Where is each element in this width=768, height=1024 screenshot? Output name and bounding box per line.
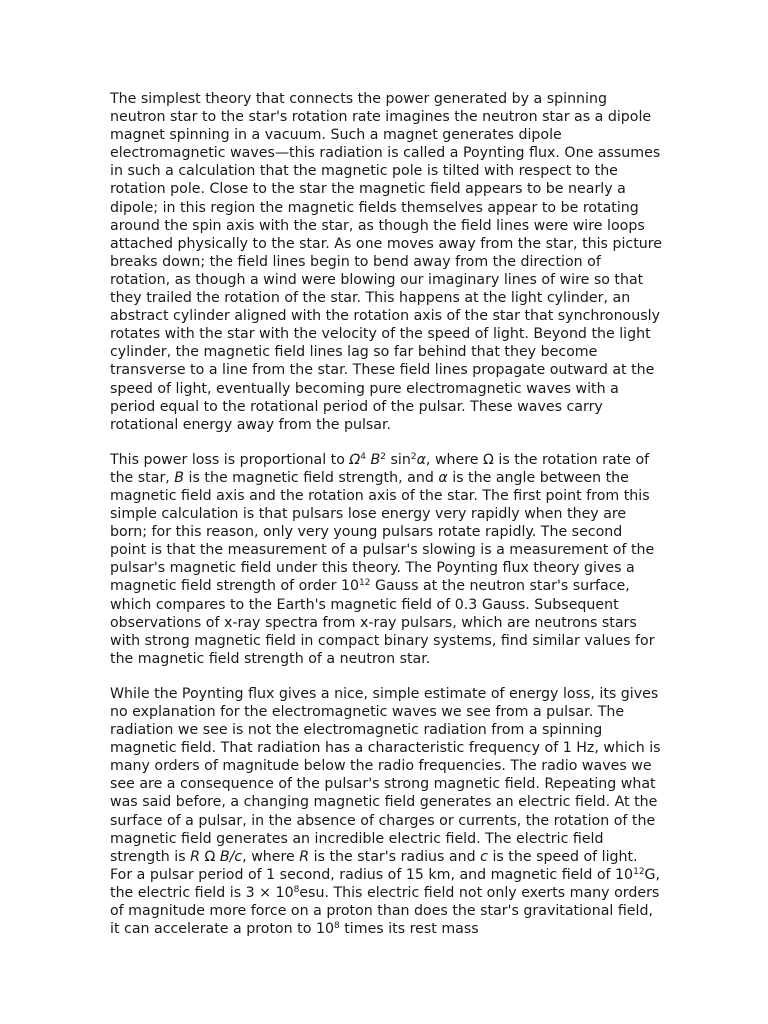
text-run: G, the electric field is 3 × 10 (110, 866, 661, 901)
text-run: is the speed of light. For a pulsar period of 1 second, radius of 15 km, and magnetic field of 10 (110, 848, 638, 883)
italic-run: B (174, 469, 185, 486)
text-run: times its rest mass (339, 921, 479, 938)
superscript-run: 2 (380, 451, 386, 462)
text-run: The simplest theory that connects the power generated by a spinning neutron star to the star's rotation rate imagines the neutron star as a dipole magnet spinning in a vacuum. Such a magnet generates dipole electromagnetic waves—this radiation is called a Poynting flux. One assumes in such a calculation that the magnetic pole is tilted with respect to the rotation pole. Close to the star the magnetic field appears to be nearly a dipole; in this region the magnetic fields themselves appear to be rotating around the spin axis with the star, as though the field lines were wire loops attached physically to the star. As one moves away from the star, this picture breaks down; the field lines begin to bend away from the direction of rotation, as though a wind were blowing our imaginary lines of wire so that they trailed the rotation of the star. This happens at the light cylinder, an abstract cylinder aligned with the rotation axis of the star that synchronously rotates with the star with the velocity of the speed of light. Beyond the light cylinder, the magnetic field lines lag so far behind that they become transverse to a line from the star. These field lines propagate outward at the speed of light, eventually becoming pure electromagnetic waves with a period equal to the rotational period of the pulsar. These waves carry rotational energy away from the pulsar. (110, 91, 663, 433)
text-run: , where (242, 848, 300, 865)
italic-run: R (299, 848, 310, 865)
text-run: is the magnetic field strength, and (184, 469, 439, 486)
superscript-run: 12 (633, 866, 645, 877)
text-run: esu. This electric field not only exerts many orders of magnitude more force on a proton than does the star's gravitational field, it can accelerate a proton to 10 (110, 884, 660, 938)
text-run: Gauss at the neutron star's surface, which compares to the Earth's magnetic field of 0.3 Gauss. Subsequent observations of x-ray spectra from x-ray pulsars, which are neutrons stars with strong magnetic field in compact binary systems, find similar values for the magnetic field strength of a neutron star. (110, 578, 655, 667)
italic-run: α (438, 469, 448, 486)
superscript-run: 4 (360, 451, 366, 462)
text-run: This power loss is proportional to (110, 451, 350, 468)
superscript-run: 8 (293, 884, 300, 895)
italic-run: R (190, 848, 200, 865)
paragraph-poynting-flux (110, 90, 662, 434)
text-run: Ω (199, 848, 220, 865)
text-run: While the Poynting flux gives a nice, simple estimate of energy loss, its gives no explanation for the electromagnetic waves we see from a pulsar. The radiation we see is not the electromagnetic radiation from a spinning magnetic field. That radiation has a characteristic frequency of 1 Hz, which is many orders of magnitude below the radio frequencies. The radio waves we see are a consequence of the pulsar's strong magnetic field. Repeating what was said before, a changing magnetic field generates an electric field. At the surface of a pulsar, in the absence of charges or currents, the rotation of the magnetic field generates an incredible electric field. The electric field strength is (110, 685, 661, 865)
paragraph-power-loss (110, 451, 662, 668)
superscript-run: 8 (334, 921, 340, 932)
paragraph-electric-field (110, 685, 662, 938)
superscript-run: 12 (359, 578, 371, 589)
text-run: sin (385, 451, 411, 468)
italic-run: B/c (219, 848, 243, 865)
italic-run: α (416, 451, 426, 468)
italic-run: Ω (349, 451, 361, 468)
text-run: , where Ω is the rotation rate of the star, (110, 451, 650, 486)
text-run: is the star's radius and (309, 848, 481, 865)
italic-run: B (370, 451, 381, 468)
superscript-run: 2 (410, 451, 417, 462)
document-body (110, 90, 662, 955)
text-run: is the angle between the magnetic field axis and the rotation axis of the star. The first point from this simple calculation is that pulsars lose energy very rapidly when they are born; for this reason, only very young pulsars rotate rapidly. The second point is that the measurement of a pulsar's slowing is a measurement of the pulsar's magnetic field under this theory. The Poynting flux theory gives a magnetic field strength of order 10 (110, 469, 655, 595)
italic-run: c (480, 848, 488, 865)
